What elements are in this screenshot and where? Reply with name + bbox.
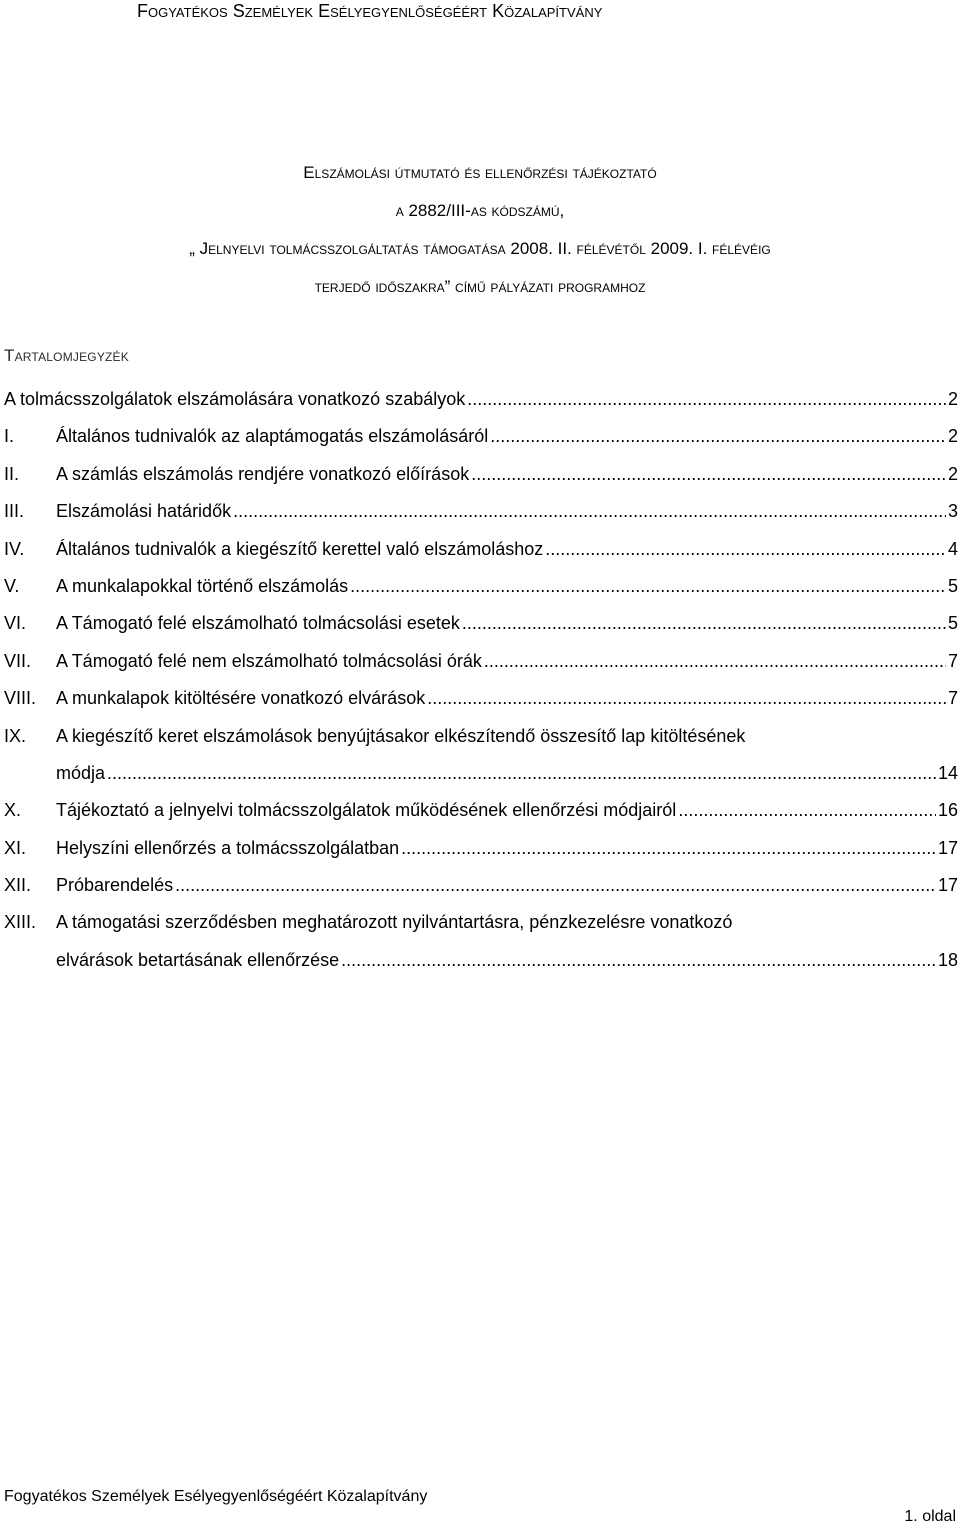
toc-entry[interactable] (4, 418, 958, 455)
toc-entry[interactable] (4, 792, 958, 829)
toc-entry[interactable] (4, 718, 958, 755)
toc-entry[interactable] (4, 456, 958, 493)
title-line: Elszámolási útmutató és ellenőrzési tájékoztató (303, 163, 657, 182)
toc-leader-dots (175, 867, 936, 904)
toc-entry-title: A tolmácsszolgálatok elszámolására vonatkozó szabályok (4, 389, 466, 409)
toc-entry-number: VIII. (4, 688, 37, 709)
toc-leader-dots (484, 643, 946, 680)
header-organization: Fogyatékos Személyek Esélyegyenlőségéért Közalapítvány (137, 1, 603, 21)
toc-entry-title: A Támogató felé nem elszámolható tolmácsolási órák (56, 650, 482, 671)
toc-entry[interactable] (4, 605, 958, 642)
toc-entry-page: 2 (947, 426, 958, 447)
toc-entry-number: VII. (4, 650, 32, 671)
toc-entry-number: VI. (4, 613, 27, 634)
table-of-contents (4, 381, 958, 979)
toc-entry-number: IX. (4, 725, 27, 746)
toc-leader-dots (427, 680, 946, 717)
toc-entry-page: 5 (947, 575, 958, 596)
toc-entry-continuation[interactable] (4, 942, 958, 979)
toc-leader-dots (350, 568, 946, 605)
toc-entry-page: 18 (937, 949, 958, 970)
toc-entry-title-continuation: módja (56, 762, 106, 783)
toc-entry[interactable] (4, 568, 958, 605)
toc-entry[interactable] (4, 904, 958, 941)
toc-entry[interactable] (4, 867, 958, 904)
toc-leader-dots (462, 605, 946, 642)
toc-entry-page: 17 (937, 837, 958, 858)
toc-leader-dots (233, 493, 946, 530)
toc-entry-title: A Támogató felé elszámolható tolmácsolási esetek (56, 613, 460, 634)
toc-entry[interactable] (4, 493, 958, 530)
toc-entry-number: V. (4, 575, 20, 596)
toc-entry-page: 17 (937, 875, 958, 896)
toc-entry-number: XIII. (4, 912, 37, 933)
toc-entry-title: Helyszíni ellenőrzés a tolmácsszolgálatban (56, 837, 400, 858)
toc-leader-dots (401, 830, 936, 867)
toc-entry-title: Általános tudnivalók az alaptámogatás elszámolásáról (56, 426, 489, 447)
toc-entry-page: 3 (947, 501, 958, 522)
toc-entry[interactable] (4, 830, 958, 867)
toc-entry-title: Próbarendelés (56, 875, 174, 896)
toc-entry-number: X. (4, 800, 22, 821)
toc-leader-dots (678, 792, 936, 829)
toc-entry-title: A munkalapok kitöltésére vonatkozó elvárások (56, 688, 426, 709)
toc-entry-number: XII. (4, 875, 32, 896)
toc-leader-dots (545, 531, 946, 568)
toc-entry-page: 14 (937, 762, 958, 783)
toc-entry-title: A támogatási szerződésben meghatározott nyilvántartásra, pénzkezelésre vonatkozó (56, 912, 733, 933)
document-title (0, 158, 960, 310)
title-line: terjedő időszakra” című pályázati programhoz (314, 277, 646, 296)
toc-entry-title: A számlás elszámolás rendjére vonatkozó előírások (56, 463, 470, 484)
toc-heading: Tartalomjegyzék (4, 346, 129, 365)
toc-entry-page: 5 (947, 613, 958, 634)
toc-leader-dots (341, 942, 936, 979)
toc-leader-dots (467, 381, 946, 418)
toc-entry-number: I. (4, 426, 15, 447)
title-line: a 2882/III-as kódszámú, (395, 201, 565, 220)
toc-entry-number: IV. (4, 538, 25, 559)
toc-entry-number: II. (4, 463, 20, 484)
toc-leader-dots (490, 418, 946, 455)
toc-entry[interactable] (4, 381, 958, 418)
toc-entry-page: 7 (947, 688, 958, 709)
toc-entry-page: 16 (937, 800, 958, 821)
toc-entry-page: 7 (947, 650, 958, 671)
toc-entry-title: A kiegészítő keret elszámolások benyújtásakor elkészítendő összesítő lap kitöltésének (56, 725, 746, 746)
toc-entry-number: III. (4, 501, 25, 522)
footer-organization: Fogyatékos Személyek Esélyegyenlőségéért Közalapítvány (4, 1488, 428, 1505)
toc-entry-continuation[interactable] (4, 755, 958, 792)
toc-entry-title: A munkalapokkal történő elszámolás (56, 575, 349, 596)
toc-entry-title: Általános tudnivalók a kiegészítő kerettel való elszámoláshoz (56, 538, 544, 559)
toc-leader-dots (471, 456, 946, 493)
footer-page-number: 1. oldal (904, 1508, 956, 1525)
toc-entry-title: Elszámolási határidők (56, 501, 232, 522)
toc-leader-dots (107, 755, 936, 792)
toc-entry-page: 4 (947, 538, 958, 559)
toc-entry[interactable] (4, 531, 958, 568)
toc-entry-page: 2 (947, 389, 958, 409)
toc-entry[interactable] (4, 680, 958, 717)
toc-entry-title: Tájékoztató a jelnyelvi tolmácsszolgálatok működésének ellenőrzési módjairól (56, 800, 677, 821)
toc-entry-title-continuation: elvárások betartásának ellenőrzése (56, 949, 340, 970)
toc-entry-page: 2 (947, 463, 958, 484)
toc-entry[interactable] (4, 643, 958, 680)
title-line: „ Jelnyelvi tolmácsszolgáltatás támogatása 2008. II. félévétől 2009. I. félévéig (189, 239, 771, 258)
toc-entry-number: XI. (4, 837, 27, 858)
